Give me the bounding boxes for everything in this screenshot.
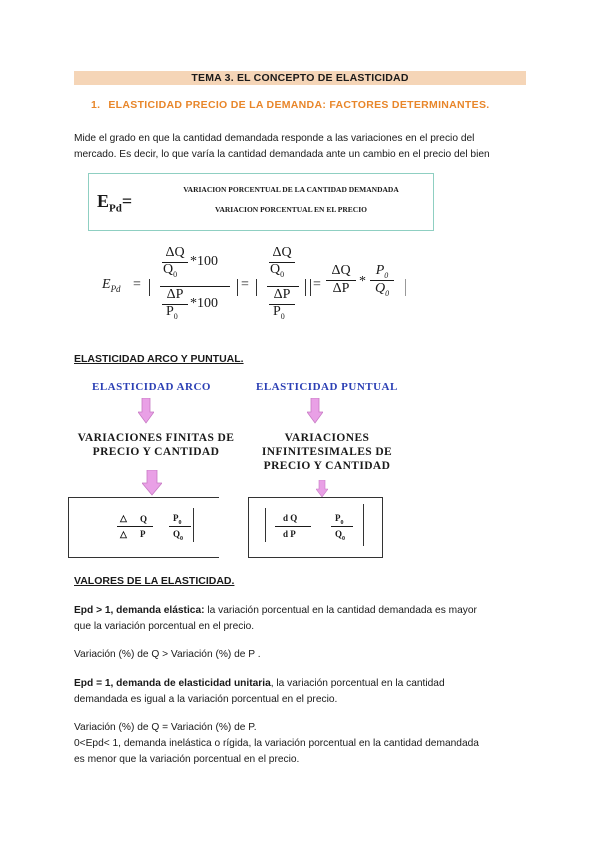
abs-bar — [149, 279, 150, 296]
section-label: ELASTICIDAD PRECIO DE LA DEMANDA: FACTORES DETERMINANTES. — [108, 99, 490, 111]
frac2-dP: ΔP — [273, 287, 291, 302]
frac1-dP: ΔP — [166, 287, 184, 302]
arc-description: VARIACIONES FINITAS DE PRECIO Y CANTIDAD — [77, 432, 235, 458]
down-arrow-icon — [307, 398, 323, 424]
formula-eq-2: = — [241, 277, 249, 292]
formula-eq-3: = — [313, 277, 321, 292]
abs-bar — [405, 279, 406, 296]
point-title: ELASTICIDAD PUNTUAL — [256, 381, 398, 393]
frac1-Q0: $Q_0$ — [163, 262, 178, 279]
intro-line-2: mercado. Es decir, lo que varía la cantidad demandada ante un cambio en el precio del bien — [74, 149, 490, 160]
page-title: TEMA 3. EL CONCEPTO DE ELASTICIDAD — [74, 71, 526, 85]
inelastic-line-2: es menor que la variación porcentual en el precio. — [74, 754, 300, 765]
elastic-line-2: que la variación porcentual en el precio. — [74, 621, 255, 632]
down-arrow-icon — [316, 480, 328, 498]
point-formula-box: d Q d P $P_0$ $Q_0$ — [248, 497, 383, 558]
abs-bar — [237, 279, 238, 296]
frac2-dQ: ΔQ — [272, 245, 292, 260]
frac1-times100-top: *100 — [190, 254, 218, 269]
frac2-P0: $P_0$ — [273, 304, 285, 321]
definition-box — [88, 173, 434, 231]
unit-rule: Variación (%) de Q = Variación (%) de P. — [74, 722, 257, 733]
point-description: VARIACIONES INFINITESIMALES DE PRECIO Y CANTIDAD — [261, 432, 393, 472]
down-arrow-icon — [138, 398, 154, 424]
intro-line-1: Mide el grado en que la cantidad demandada responde a las variaciones en el precio del — [74, 133, 475, 144]
arc-title: ELASTICIDAD ARCO — [92, 381, 211, 393]
arc-point-heading: ELASTICIDAD ARCO Y PUNTUAL. — [74, 353, 244, 365]
elasticity-formula — [100, 245, 420, 335]
formula-times: * — [359, 274, 366, 289]
elastic-line-1: Epd > 1, demanda elástica: la variación porcentual en la cantidad demandada es mayor — [74, 605, 477, 616]
elastic-rule: Variación (%) de Q > Variación (%) de P . — [74, 649, 261, 660]
definition-denominator: VARIACION PORCENTUAL EN EL PRECIO — [215, 205, 367, 214]
unit-line-1: Epd = 1, demanda de elasticidad unitaria, la variación porcentual en la cantidad — [74, 678, 445, 689]
frac1-P0: $P_0$ — [166, 304, 178, 321]
frac1-times100-bottom: *100 — [190, 296, 218, 311]
formula-lhs: $E_{Pd}$ — [102, 277, 121, 294]
unit-line-2: demandada es igual a la variación porcentual en el precio. — [74, 694, 338, 705]
section-number: 1. — [91, 99, 101, 111]
frac1-dQ: ΔQ — [165, 245, 185, 260]
section-heading — [91, 99, 489, 111]
abs-bar — [256, 279, 257, 296]
formula-eq-1: = — [133, 277, 141, 292]
definition-numerator: VARIACION PORCENTUAL DE LA CANTIDAD DEMANDADA — [183, 185, 399, 194]
abs-bar — [310, 279, 311, 296]
down-arrow-icon — [142, 470, 162, 496]
frac3-dQ: ΔQ — [331, 263, 351, 278]
arc-formula-box: △ Q △ P $P_0$ $Q_0$ — [68, 497, 219, 558]
frac4-Q0: $Q_0$ — [374, 281, 390, 298]
inelastic-line-1: 0<Epd< 1, demanda inelástica o rígida, la variación porcentual en la cantidad demandada — [74, 738, 479, 749]
values-heading: VALORES DE LA ELASTICIDAD. — [74, 575, 235, 587]
frac2-Q0: $Q_0$ — [270, 262, 285, 279]
frac4-P0: $P_0$ — [375, 263, 389, 280]
frac3-dP: ΔP — [332, 281, 350, 296]
abs-bar — [305, 279, 306, 296]
definition-lhs: $E_{Pd}=$ — [97, 191, 133, 215]
